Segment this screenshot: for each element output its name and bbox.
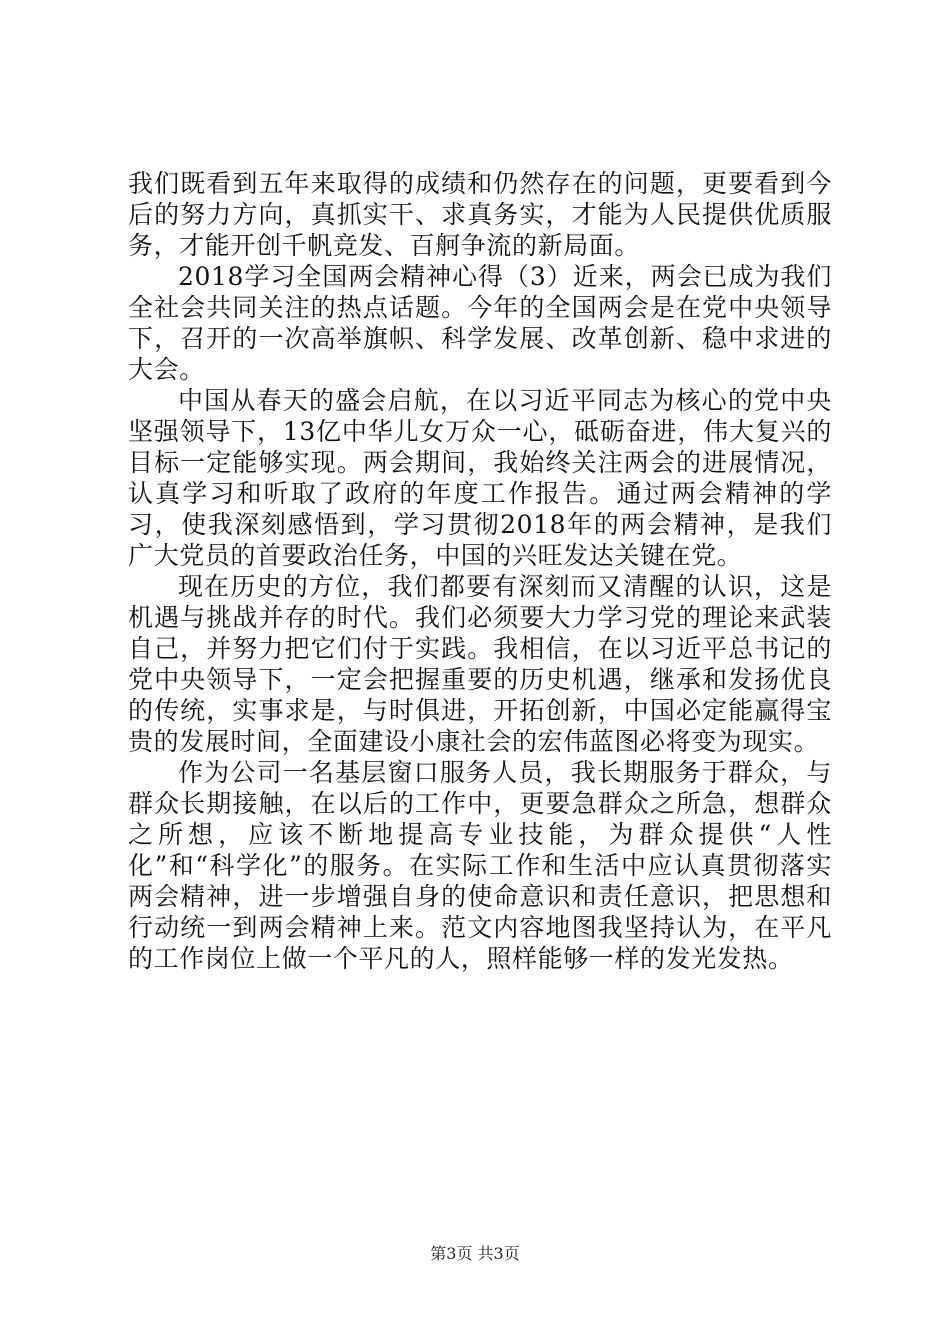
paragraph: 作为公司一名基层窗口服务人员，我长期服务于群众，与群众长期接触，在以后的工作中，更要急群众之所急，想群众之所想，应该不断地提高专业技能，为群众提供“人性化”和“科学化”的服务。在实际工作和生活中应认真贯彻落实两会精神，进一步增强自身的使命意识和责任意识，把思想和行动统一到两会精神上来。范文内容地图我坚持认为，在平凡的工作岗位上做一个平凡的人，照样能够一样的发光发热。 [128,758,832,973]
paragraph: 2018学习全国两会精神心得（3）近来，两会已成为我们全社会共同关注的热点话题。今年的全国两会是在党中央领导下，召开的一次高举旗帜、科学发展、改革创新、稳中求进的大会。 [128,262,832,384]
page-number-label: 第3页 共3页 [430,1244,520,1263]
page-footer [0,1244,950,1264]
paragraph: 现在历史的方位，我们都要有深刻而又清醒的认识，这是机遇与挑战并存的时代。我们必须要大力学习党的理论来武装自己，并努力把它们付于实践。我相信，在以习近平总书记的党中央领导下，一定会把握重要的历史机遇，继承和发扬优良的传统，实事求是，与时俱进，开拓创新，中国必定能赢得宝贵的发展时间，全面建设小康社会的宏伟蓝图必将变为现实。 [128,572,832,756]
document-body [128,168,832,974]
paragraph: 我们既看到五年来取得的成绩和仍然存在的问题，更要看到今后的努力方向，真抓实干、求真务实，才能为人民提供优质服务，才能开创千帆竞发、百舸争流的新局面。 [128,169,832,260]
paragraph: 中国从春天的盛会启航，在以习近平同志为核心的党中央坚强领导下，13亿中华儿女万众一心，砥砺奋进，伟大复兴的目标一定能够实现。两会期间，我始终关注两会的进展情况，认真学习和听取了政府的年度工作报告。通过两会精神的学习，使我深刻感悟到，学习贯彻2018年的两会精神，是我们广大党员的首要政治任务，中国的兴旺发达关键在党。 [128,386,832,570]
